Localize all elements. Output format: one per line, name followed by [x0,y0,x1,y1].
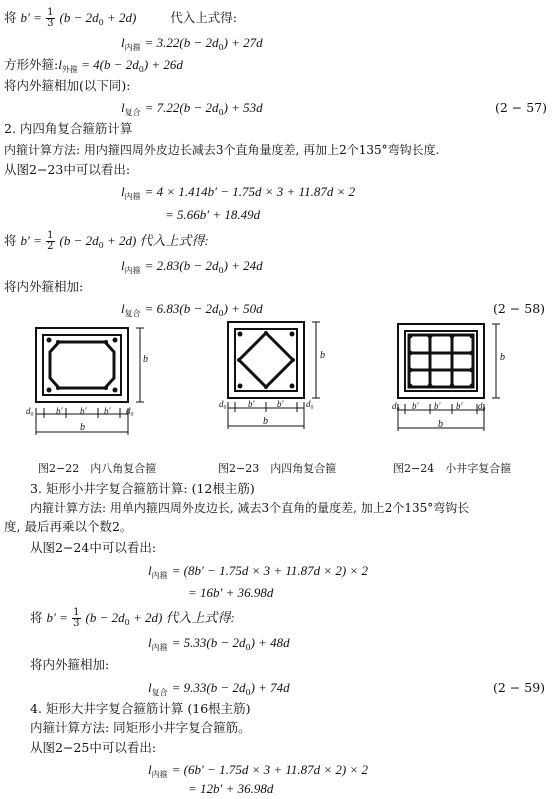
equation-number: (2 − 57) [495,100,548,115]
dim-label: b [500,352,505,363]
equation-number: (2 − 58) [493,301,546,316]
equation: = 5.66b′ + 18.49d [165,207,261,222]
section-heading: 2. 内四角复合箍筋计算 [4,121,133,136]
text-line: 方形外箍$:l_{外箍} = 4(b - 2d_0) + 26d$ [4,57,183,74]
fraction: $\frac{1}{3}$ [47,7,54,29]
text-line: 从图2−25中可以看出: [30,740,157,755]
equation-number: (2 − 59) [493,680,546,695]
dim-label: b′ [277,399,284,409]
dim-label: b [80,422,85,433]
text-line: 将 b′ = $\frac{1}{2}$ $(b - 2d_0 + 2d)$ 代入上式得: [4,230,209,252]
dim-label: d₀ [126,406,134,416]
equation: $l_{复合} = 6.83(b - 2d_0) + 50d$ [121,301,263,318]
equation: $l_{复合} = 9.33(b - 2d_0) + 74d$ [148,680,290,697]
dim-label: b′ [80,406,87,416]
text-line: 内箍计算方法: 用单内箍四周外皮边长, 减去3个直角的量度差, 加上2个135°弯钩长 [30,501,470,515]
equation: = 16b′ + 36.98d [188,585,274,600]
figure-caption: 图2−23 内四角复合箍 [218,462,337,475]
dim-label: b′ [412,401,419,411]
equation: $l_{复合} = 7.22(b - 2d_0) + 53d$ [121,100,263,117]
equation: $l_{内箍} = (6b' - 1.75d \times 3 + 11.87d \times 2) \times 2$ [148,762,369,779]
equation: $l_{内箍} = 5.33(b - 2d_0) + 48d$ [148,635,290,652]
dim-label: b′ [456,401,463,411]
text-line: 度, 最后再乘以个数2。 [4,519,133,534]
text-line: 内箍计算方法: 同矩形小井字复合箍筋。 [30,720,251,735]
equation: $l_{内箍} = (8b' - 1.75d \times 3 + 11.87d \times 2) \times 2$ [148,563,369,580]
text-line: 从图2−24中可以看出: [30,540,157,555]
figure-2-23 [218,316,348,436]
dim-label: b [438,419,443,430]
dim-label: b [320,350,325,361]
dim-label: d₀ [306,399,314,409]
text-line: 将内外箍相加(以下同): [4,78,131,93]
figure-2-24 [392,318,522,438]
figure-caption: 图2−24 小井字复合箍 [393,462,512,475]
dim-label: b [263,416,268,427]
figure-2-22 [22,322,172,442]
text-line: 将内外箍相加: [30,657,110,672]
equation: $l_{内箍} = 3.22(b - 2d_0) + 27d$ [121,35,263,52]
dim-label: d₀ [478,401,486,411]
text-line: 将内外箍相加: [4,279,84,294]
text-line: 从图2−23中可以看出: [4,162,131,177]
text-line: 将 b′ = $\frac{1}{3}$ $(b - 2d_0 + 2d)$ 代入上式得: [30,607,235,629]
section-heading: 3. 矩形小井字复合箍筋计算: (12根主筋) [30,481,255,496]
fraction: $\frac{1}{3}$ [73,607,80,629]
dim-label: d₀ [26,406,34,416]
figure-caption: 图2−22 内八角复合箍 [38,462,157,475]
equation: $l_{内箍} = 4 \times 1.414b' - 1.75d \times 3 + 11.87d \times 2$ [121,184,356,201]
dim-label: b′ [434,401,441,411]
equation: $l_{内箍} = 2.83(b - 2d_0) + 24d$ [121,258,263,275]
dim-label: b [143,354,148,365]
equation: = 12b′ + 36.98d [188,781,274,796]
text-line: 将 b′ = $\frac{1}{3}$ $(b - 2d_0 + 2d)$ 代入上式得: [4,7,237,29]
dim-label: d₀ [219,399,227,409]
dim-label: d₀ [392,401,400,411]
dim-label: b′ [104,406,111,416]
text-line: 内箍计算方法: 用内箍四周外皮边长减去3个直角量度差, 再加上2个135°弯钩长度. [4,143,440,157]
fraction: $\frac{1}{2}$ [47,230,54,252]
dim-label: b′ [248,399,255,409]
dim-label: b′ [56,406,63,416]
section-heading: 4. 矩形大井字复合箍筋计算 (16根主筋) [30,701,251,716]
